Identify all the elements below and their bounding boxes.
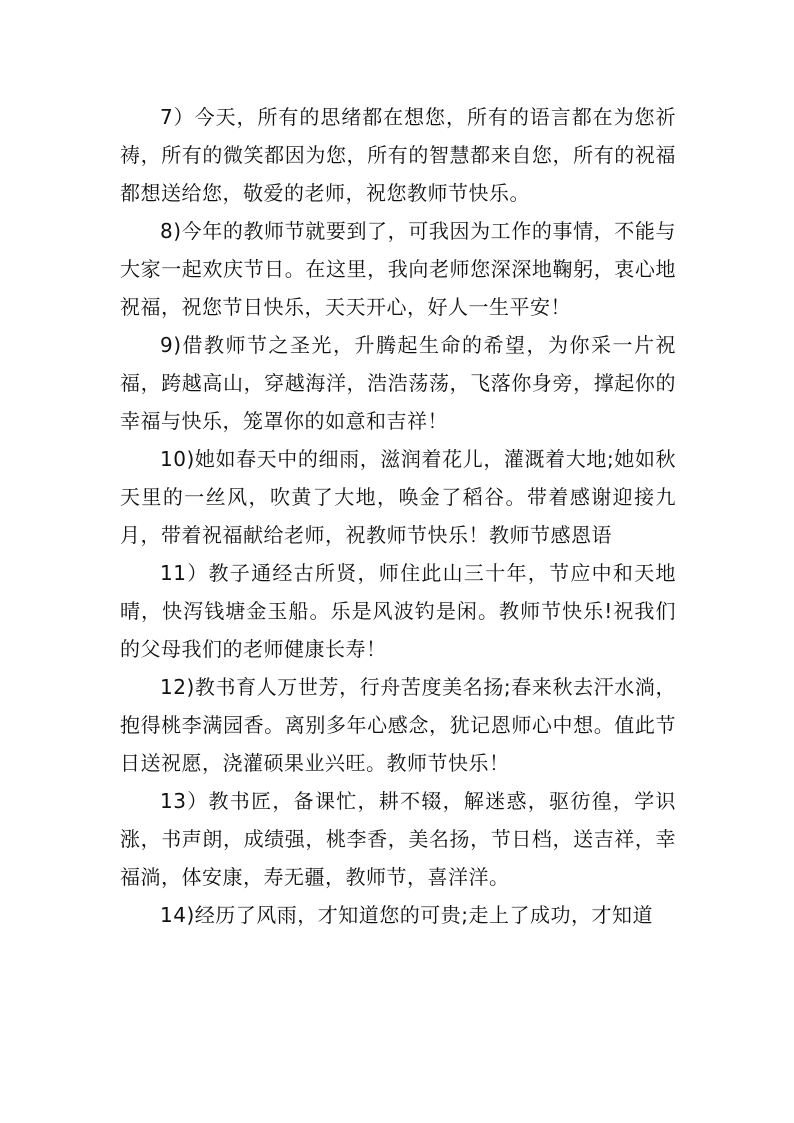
paragraph-11: 11）教子通经古所贤，师住此山三十年，节应中和天地晴，快泻钱塘金玉船。乐是风波钓是闲。教师节快乐!祝我们的父母我们的老师健康长寿！ xyxy=(120,561,676,661)
paragraph-9: 9)借教师节之圣光，升腾起生命的希望，为你采一片祝福，跨越高山，穿越海洋，浩浩荡荡，飞落你身旁，撑起你的幸福与快乐，笼罩你的如意和吉祥！ xyxy=(120,333,676,433)
document-body xyxy=(120,98,676,934)
paragraph-7: 7）今天，所有的思绪都在想您，所有的语言都在为您祈祷，所有的微笑都因为您，所有的智慧都来自您，所有的祝福都想送给您，敬爱的老师，祝您教师节快乐。 xyxy=(120,105,676,205)
paragraph-14: 14)经历了风雨，才知道您的可贵;走上了成功，才知道 xyxy=(160,903,653,927)
paragraph-13: 13）教书匠，备课忙，耕不辍，解迷惑，驱彷徨，学识涨，书声朗，成绩强，桃李香，美名扬，节日档，送吉祥，幸福淌，体安康，寿无疆，教师节，喜洋洋。 xyxy=(120,789,676,889)
paragraph-10: 10)她如春天中的细雨，滋润着花儿，灌溉着大地;她如秋天里的一丝风，吹黄了大地，唤金了稻谷。带着感谢迎接九月，带着祝福献给老师，祝教师节快乐！教师节感恩语 xyxy=(120,447,676,547)
paragraph-12: 12)教书育人万世芳，行舟苦度美名扬;春来秋去汗水淌，抱得桃李满园香。离别多年心感念，犹记恩师心中想。值此节日送祝愿，浇灌硕果业兴旺。教师节快乐！ xyxy=(120,675,676,775)
paragraph-8: 8)今年的教师节就要到了，可我因为工作的事情，不能与大家一起欢庆节日。在这里，我向老师您深深地鞠躬，衷心地祝福，祝您节日快乐，天天开心，好人一生平安！ xyxy=(120,219,676,319)
